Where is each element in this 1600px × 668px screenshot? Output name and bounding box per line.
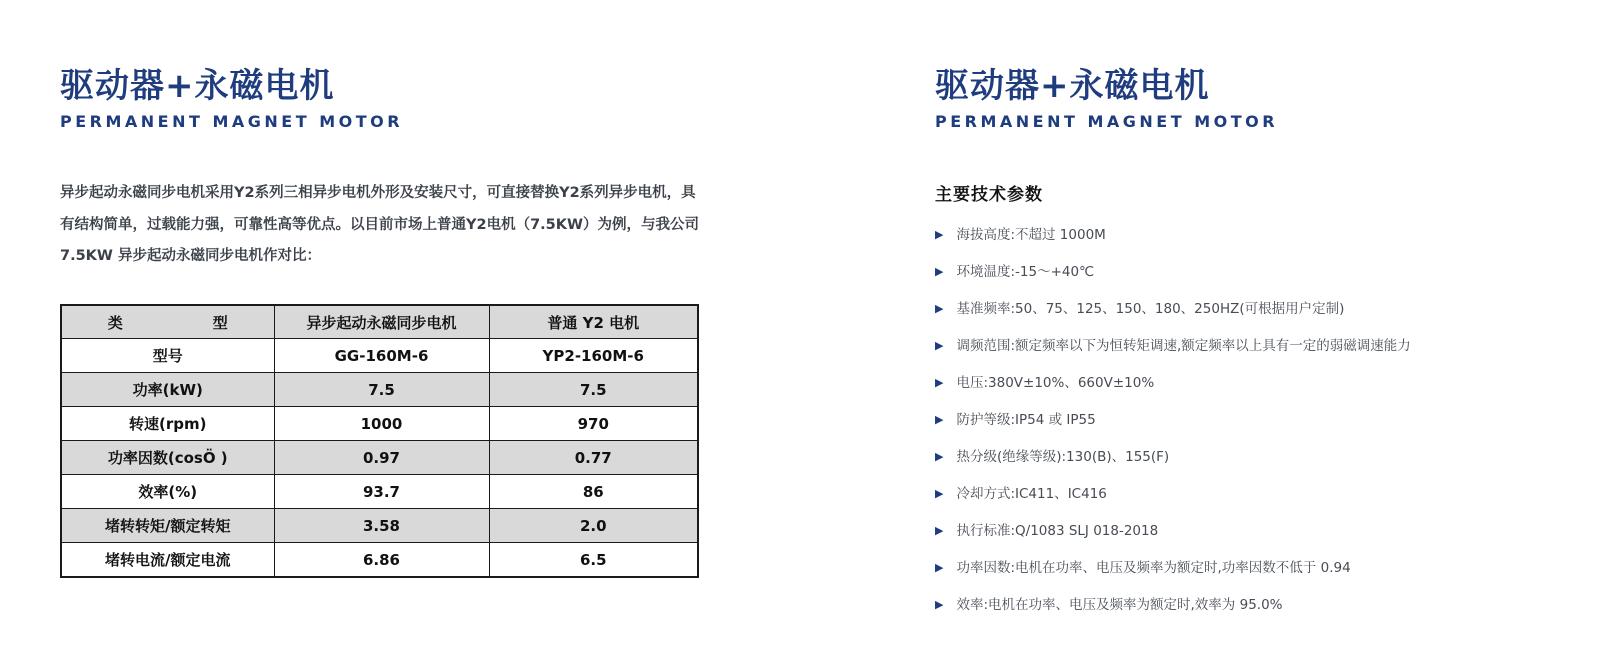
page-subtitle: PERMANENT MAGNET MOTOR <box>60 112 404 132</box>
table-row <box>61 543 698 577</box>
triangle-bullet-icon: ▶ <box>935 561 944 575</box>
table-row <box>61 339 698 373</box>
list-item <box>935 302 1575 317</box>
table-row <box>61 441 698 475</box>
intro-line: 有结构简单，过载能力强，可靠性高等优点。以目前市场上普通Y2电机（7.5KW）为例，与我公司 <box>60 216 700 233</box>
table-cell: 转速(rpm) <box>61 407 274 441</box>
list-item-text: 功率因数:电机在功率、电压及频率为额定时,功率因数不低于 0.94 <box>956 560 1351 577</box>
triangle-bullet-icon: ▶ <box>935 302 944 316</box>
intro-line: 异步起动永磁同步电机采用Y2系列三相异步电机外形及安装尺寸，可直接替换Y2系列异步电机，具 <box>60 185 696 202</box>
table-cell: 功率(kW) <box>61 373 274 407</box>
list-item <box>935 487 1575 502</box>
comparison-table <box>60 304 699 578</box>
list-item <box>935 524 1575 539</box>
list-item <box>935 376 1575 391</box>
page-title: 驱动器+永磁电机 <box>60 66 335 106</box>
triangle-bullet-icon: ▶ <box>935 376 944 390</box>
list-item-text: 效率:电机在功率、电压及频率为额定时,效率为 95.0% <box>956 597 1283 614</box>
list-item <box>935 450 1575 465</box>
table-cell: 7.5 <box>274 373 489 407</box>
table-cell: 6.86 <box>274 543 489 577</box>
triangle-bullet-icon: ▶ <box>935 450 944 464</box>
table-cell: 堵转电流/额定电流 <box>61 543 274 577</box>
list-item <box>935 265 1575 280</box>
table-cell: 功率因数(cosÖ ) <box>61 441 274 475</box>
list-item-text: 基准频率:50、75、125、150、180、250HZ(可根据用户定制) <box>956 301 1345 318</box>
table-cell: 3.58 <box>274 509 489 543</box>
triangle-bullet-icon: ▶ <box>935 598 944 612</box>
intro-line: 7.5KW 异步起动永磁同步电机作对比： <box>60 248 321 265</box>
table-row <box>61 509 698 543</box>
table-cell: 型号 <box>61 339 274 373</box>
technical-parameters-list <box>935 228 1575 613</box>
list-item-text: 电压:380V±10%、660V±10% <box>956 375 1155 392</box>
list-item-text: 防护等级:IP54 或 IP55 <box>956 412 1096 429</box>
list-item-text: 热分级(绝缘等级):130(B)、155(F) <box>956 449 1170 466</box>
list-item-text: 调频范围:额定频率以下为恒转矩调速,额定频率以上具有一定的弱磁调速能力 <box>956 338 1411 355</box>
page-title: 驱动器+永磁电机 <box>935 66 1210 106</box>
right-column <box>935 68 1575 635</box>
table-cell: 7.5 <box>489 373 698 407</box>
triangle-bullet-icon: ▶ <box>935 339 944 353</box>
table-cell: 0.77 <box>489 441 698 475</box>
table-cell: 93.7 <box>274 475 489 509</box>
triangle-bullet-icon: ▶ <box>935 265 944 279</box>
list-item-text: 执行标准:Q/1083 SLJ 018-2018 <box>956 523 1159 540</box>
table-row <box>61 373 698 407</box>
page-subtitle: PERMANENT MAGNET MOTOR <box>935 112 1279 132</box>
table-header-cell: 异步起动永磁同步电机 <box>274 305 489 339</box>
list-item-text: 海拔高度:不超过 1000M <box>956 227 1106 244</box>
list-item <box>935 561 1575 576</box>
triangle-bullet-icon: ▶ <box>935 487 944 501</box>
table-cell: GG-160M-6 <box>274 339 489 373</box>
triangle-bullet-icon: ▶ <box>935 413 944 427</box>
triangle-bullet-icon: ▶ <box>935 228 944 242</box>
list-item <box>935 339 1575 354</box>
table-header-cell: 类 型 <box>61 305 274 339</box>
table-cell: 效率(%) <box>61 475 274 509</box>
list-item <box>935 598 1575 613</box>
table-cell: 6.5 <box>489 543 698 577</box>
table-cell: 堵转转矩/额定转矩 <box>61 509 274 543</box>
table-cell: 2.0 <box>489 509 698 543</box>
list-item <box>935 228 1575 243</box>
list-item-text: 环境温度:-15～+40℃ <box>956 264 1095 281</box>
table-row <box>61 407 698 441</box>
list-item <box>935 413 1575 428</box>
table-cell: 0.97 <box>274 441 489 475</box>
table-cell: 86 <box>489 475 698 509</box>
left-column <box>60 68 705 578</box>
section-heading: 主要技术参数 <box>935 185 1043 206</box>
list-item-text: 冷却方式:IC411、IC416 <box>956 486 1107 503</box>
intro-paragraph <box>60 178 705 273</box>
table-row <box>61 475 698 509</box>
table-cell: YP2-160M-6 <box>489 339 698 373</box>
table-cell: 970 <box>489 407 698 441</box>
table-header-row <box>61 305 698 339</box>
table-header-cell: 普通 Y2 电机 <box>489 305 698 339</box>
triangle-bullet-icon: ▶ <box>935 524 944 538</box>
table-cell: 1000 <box>274 407 489 441</box>
